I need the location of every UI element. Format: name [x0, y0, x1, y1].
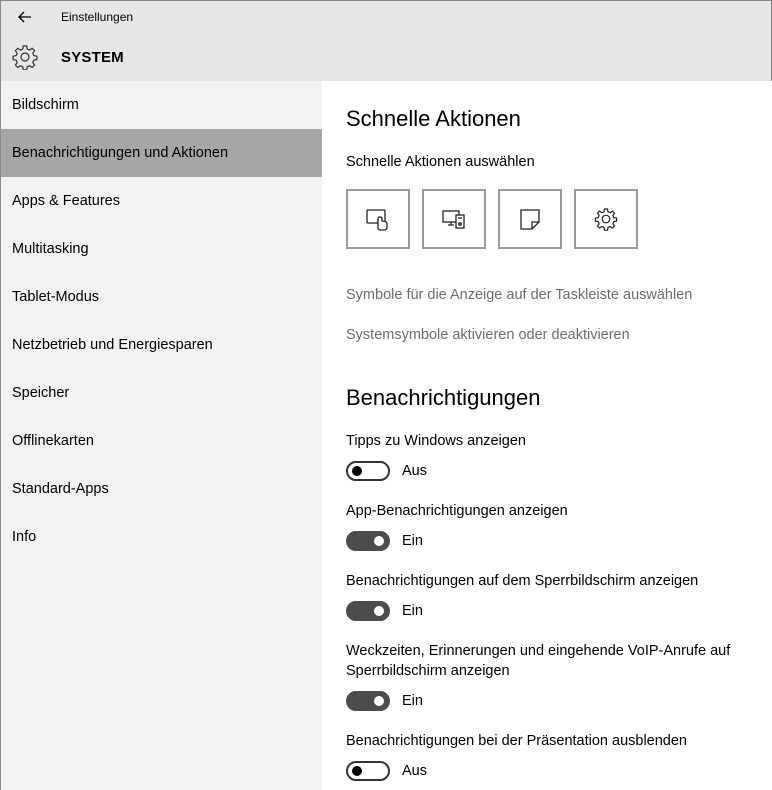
tips-toggle[interactable]	[346, 461, 390, 481]
setting-toggle-row	[346, 531, 423, 551]
setting-toggle-row	[346, 691, 423, 711]
back-arrow-icon	[18, 11, 32, 23]
presentation-hide-toggle[interactable]	[346, 761, 390, 781]
toggle-knob	[374, 536, 384, 546]
sidebar-item-benachrichtigungen[interactable]	[1, 129, 322, 177]
setting-label: Weckzeiten, Erinnerungen und eingehende VoIP-Anrufe auf Sperrbildschirm anzeigen	[346, 643, 731, 679]
toggle-state: Ein	[402, 603, 423, 619]
setting-label: App-Benachrichtigungen anzeigen	[346, 503, 568, 519]
note-icon	[517, 206, 543, 232]
gear-icon	[12, 44, 38, 70]
toggle-knob	[352, 766, 362, 776]
toggle-knob	[374, 696, 384, 706]
sidebar-item-label: Offlinekarten	[12, 433, 94, 449]
settings-gear-icon	[593, 206, 619, 232]
main-content	[322, 81, 772, 790]
setting-label: Tipps zu Windows anzeigen	[346, 433, 526, 449]
quick-action-tile[interactable]	[422, 189, 486, 249]
quick-actions-row	[346, 189, 638, 249]
title-bar	[1, 1, 771, 33]
taskbar-icons-link[interactable]: Symbole für die Anzeige auf der Taskleiste auswählen	[346, 287, 693, 303]
toggle-state: Aus	[402, 463, 427, 479]
setting-toggle-row	[346, 601, 423, 621]
sidebar-item-standard-apps[interactable]	[1, 465, 322, 513]
setting-label: Benachrichtigungen auf dem Sperrbildschirm anzeigen	[346, 573, 699, 589]
sidebar-item-label: Netzbetrieb und Energiesparen	[12, 337, 213, 353]
window-title: Einstellungen	[61, 10, 134, 24]
sidebar-item-label: Tablet-Modus	[12, 289, 100, 305]
sidebar-item-label: Bildschirm	[12, 97, 79, 113]
quick-action-tile[interactable]	[346, 189, 410, 249]
sidebar-item-netzbetrieb[interactable]	[1, 321, 322, 369]
sidebar-item-info[interactable]	[1, 513, 322, 561]
lockscreen-notifications-toggle[interactable]	[346, 601, 390, 621]
sidebar-item-label: Info	[12, 529, 37, 545]
sidebar-item-multitasking[interactable]	[1, 225, 322, 273]
quick-actions-subheading: Schnelle Aktionen auswählen	[346, 154, 535, 170]
sidebar-item-label: Speicher	[12, 385, 70, 401]
sidebar-item-label: Multitasking	[12, 241, 89, 257]
toggle-knob	[374, 606, 384, 616]
toggle-state: Ein	[402, 693, 423, 709]
back-button[interactable]	[11, 5, 39, 29]
sidebar	[1, 81, 322, 790]
sidebar-item-label: Benachrichtigungen und Aktionen	[12, 145, 229, 161]
toggle-state: Aus	[402, 763, 427, 779]
sidebar-item-label: Standard-Apps	[12, 481, 109, 497]
page-title: SYSTEM	[61, 49, 124, 66]
sidebar-item-tablet-modus[interactable]	[1, 273, 322, 321]
quick-action-tile[interactable]	[574, 189, 638, 249]
page-header	[1, 33, 771, 81]
sidebar-item-apps-features[interactable]	[1, 177, 322, 225]
connect-devices-icon	[441, 206, 467, 232]
setting-label: Benachrichtigungen bei der Präsentation ausblenden	[346, 733, 687, 749]
sidebar-item-offlinekarten[interactable]	[1, 417, 322, 465]
notifications-heading: Benachrichtigungen	[346, 385, 541, 410]
tablet-mode-icon	[365, 206, 391, 232]
sidebar-item-bildschirm[interactable]	[1, 81, 322, 129]
system-icons-link[interactable]: Systemsymbole aktivieren oder deaktivieren	[346, 327, 630, 343]
alarms-reminders-toggle[interactable]	[346, 691, 390, 711]
setting-toggle-row	[346, 461, 427, 481]
app-notifications-toggle[interactable]	[346, 531, 390, 551]
setting-toggle-row	[346, 761, 427, 781]
toggle-state: Ein	[402, 533, 423, 549]
quick-actions-heading: Schnelle Aktionen	[346, 106, 521, 131]
sidebar-item-speicher[interactable]	[1, 369, 322, 417]
sidebar-item-label: Apps & Features	[12, 193, 120, 209]
toggle-knob	[352, 466, 362, 476]
quick-action-tile[interactable]	[498, 189, 562, 249]
